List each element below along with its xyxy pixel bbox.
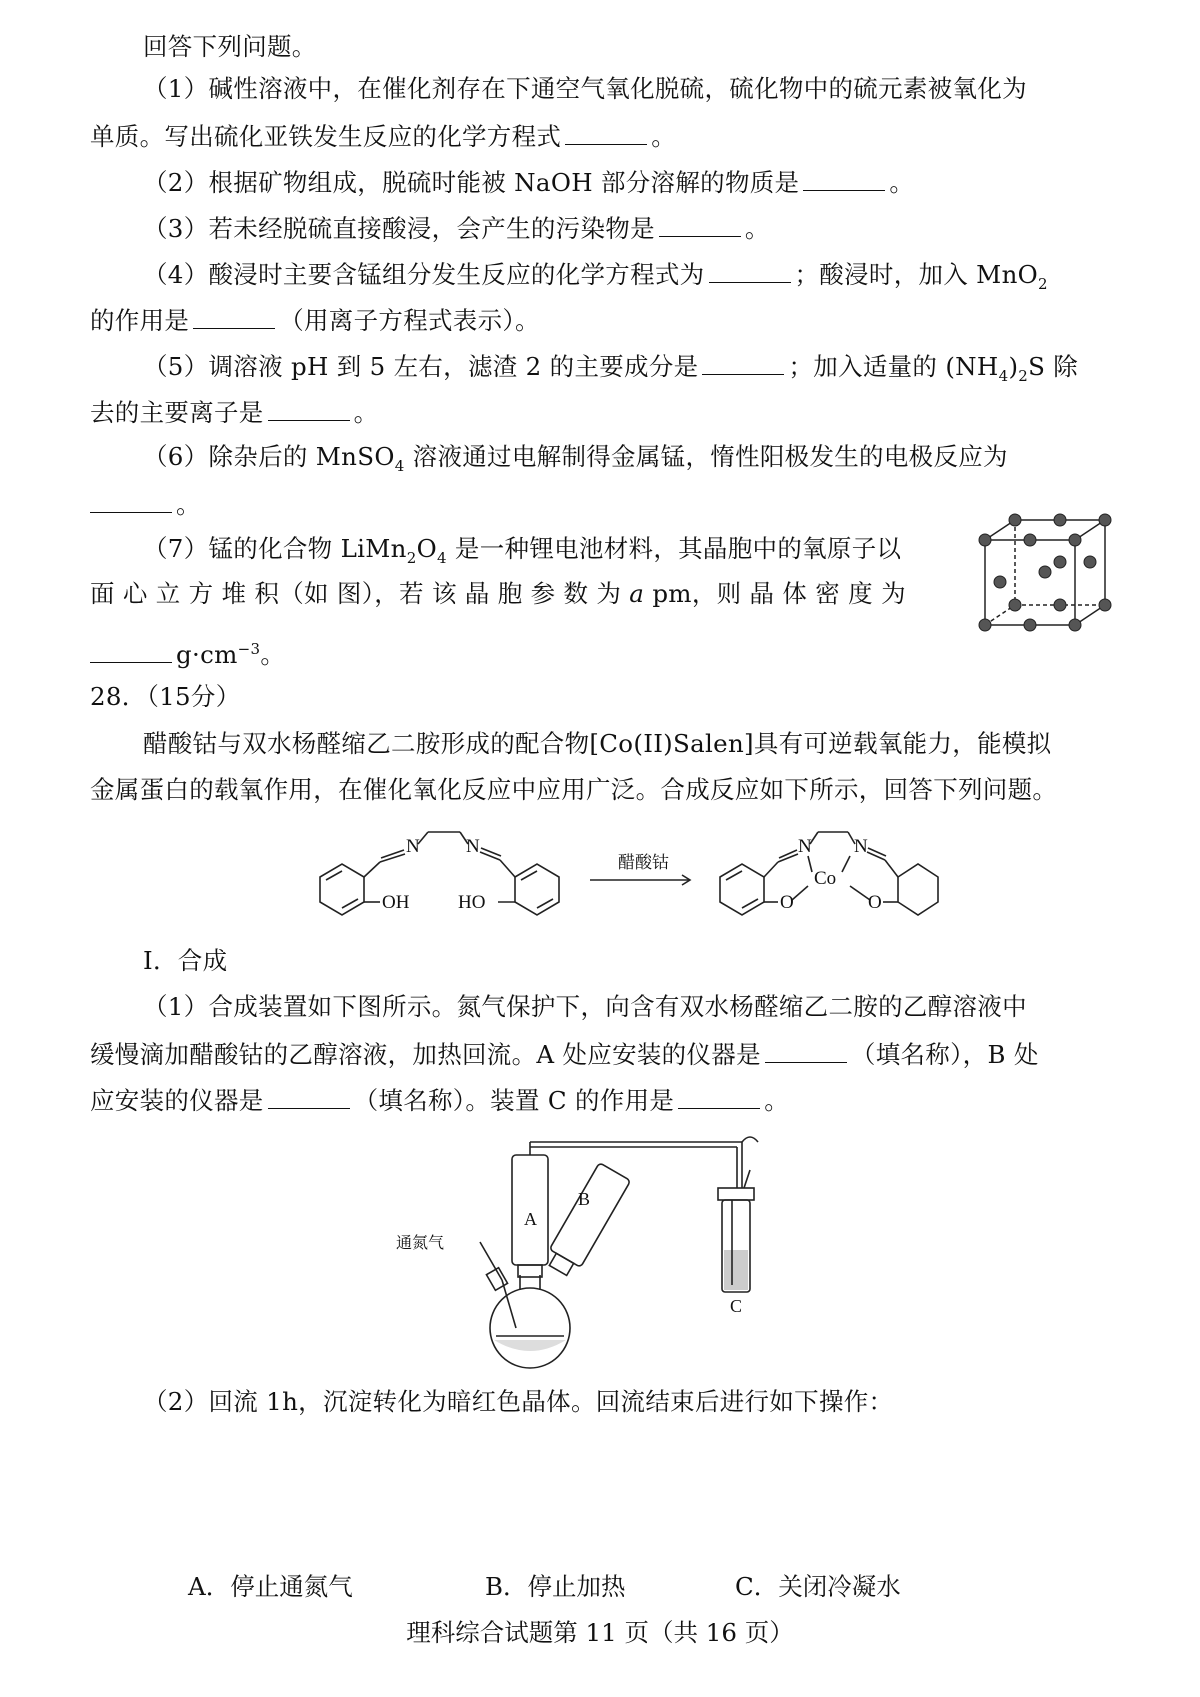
label-b: B bbox=[578, 1189, 591, 1209]
answer-blank bbox=[702, 348, 784, 375]
q28-p2-line: （2）回流 1h，沉淀转化为暗红色晶体。回流结束后进行如下操作： bbox=[143, 1387, 894, 1416]
intro-line: 回答下列问题。 bbox=[143, 32, 317, 61]
left-ho: HO bbox=[458, 892, 486, 913]
q27-p5-mid3: S 除 bbox=[1028, 352, 1079, 381]
q27-p1-text: 单质。写出硫化亚铁发生反应的化学方程式 bbox=[90, 122, 562, 151]
q27-p3-text: （3）若未经脱硫直接酸浸，会产生的污染物是 bbox=[143, 214, 655, 243]
option-b: B．停止加热 bbox=[485, 1572, 626, 1601]
option-a: A．停止通氮气 bbox=[188, 1572, 353, 1601]
q28-intro-line1: 醋酸钴与双水杨醛缩乙二胺形成的配合物[Co(II)Salen]具有可逆载氧能力，能模拟 bbox=[143, 729, 1052, 758]
q27-p4-line2 bbox=[90, 302, 540, 338]
label-a: A bbox=[524, 1209, 537, 1229]
q28-heading: 28．（15分） bbox=[90, 682, 241, 711]
q27-p7-text: （7）锰的化合物 LiMn bbox=[143, 534, 407, 563]
q28-p1-line3 bbox=[90, 1082, 789, 1118]
q27-p1-line1: （1）碱性溶液中，在催化剂存在下通空气氧化脱硫，硫化物中的硫元素被氧化为 bbox=[143, 74, 1027, 103]
q27-p7-line3 bbox=[90, 632, 285, 672]
q27-p5-line1 bbox=[143, 348, 1078, 393]
q27-p7-text3: 面 心 立 方 堆 积（如 图），若 该 晶 胞 参 数 为 bbox=[90, 579, 622, 608]
punct: 。 bbox=[764, 1086, 789, 1115]
q27-p6-line2 bbox=[90, 486, 201, 522]
q27-p2-line bbox=[143, 164, 914, 200]
answer-blank bbox=[803, 164, 885, 191]
punct: 。 bbox=[889, 168, 915, 197]
left-oh: OH bbox=[382, 892, 410, 913]
q27-p4-line1 bbox=[143, 256, 1048, 301]
punct: 。 bbox=[176, 490, 201, 519]
q27-p7-text2: 是一种锂电池材料，其晶胞中的氧原子以 bbox=[446, 534, 902, 563]
subscript: 2 bbox=[406, 548, 417, 567]
subscript: 2 bbox=[1038, 274, 1048, 293]
superscript: −3 bbox=[237, 640, 261, 658]
q27-p7-mid: O bbox=[416, 534, 437, 563]
q27-p2-text: （2）根据矿物组成，脱硫时能被 NaOH 部分溶解的物质是 bbox=[143, 168, 800, 197]
subscript: 2 bbox=[1018, 366, 1029, 385]
answer-blank bbox=[565, 118, 647, 145]
answer-blank bbox=[268, 1082, 350, 1109]
q28-p1-text4: （填名称）。装置 C 的作用是 bbox=[353, 1086, 675, 1115]
label-nitrogen-inlet: 通氮气 bbox=[396, 1233, 445, 1252]
cobalt-atom: Co bbox=[814, 868, 837, 889]
q27-p6-text: （6）除杂后的 MnSO bbox=[143, 442, 395, 471]
q27-p5-line2 bbox=[90, 394, 378, 430]
q28-intro-line2: 金属蛋白的载氧作用，在催化氧化反应中应用广泛。合成反应如下所示，回答下列问题。 bbox=[90, 775, 1058, 804]
answer-blank bbox=[765, 1036, 847, 1063]
answer-blank bbox=[659, 210, 741, 237]
variable-a: a bbox=[629, 579, 645, 608]
punct: 。 bbox=[744, 214, 770, 243]
q28-p1-line1: （1）合成装置如下图所示。氮气保护下，向含有双水杨醛缩乙二胺的乙醇溶液中 bbox=[143, 992, 1027, 1021]
q27-p4-mid: ；酸浸时，加入 MnO bbox=[794, 260, 1039, 289]
subscript: 4 bbox=[394, 456, 405, 475]
answer-blank bbox=[90, 486, 172, 513]
q27-p4-text2: 的作用是 bbox=[90, 306, 190, 335]
q27-p5-mid2: ) bbox=[1008, 352, 1019, 381]
punct: 。 bbox=[651, 122, 677, 151]
answer-blank bbox=[90, 636, 172, 663]
answer-blank bbox=[709, 256, 791, 283]
option-c: C．关闭冷凝水 bbox=[735, 1572, 901, 1601]
subscript: 4 bbox=[436, 548, 447, 567]
q27-p5-mid: ；加入适量的 (NH bbox=[788, 352, 999, 381]
q28-p1-line2 bbox=[90, 1036, 1039, 1072]
q27-p7-line1 bbox=[143, 532, 901, 575]
q27-p6-text2: 溶液通过电解制得金属锰，惰性阳极发生的电极反应为 bbox=[404, 442, 1008, 471]
answer-blank bbox=[268, 394, 350, 421]
q27-p4-end: （用离子方程式表示）。 bbox=[279, 306, 540, 335]
unit: g·cm bbox=[176, 640, 238, 670]
product-o-left: O bbox=[780, 892, 794, 913]
q27-p6-line1 bbox=[143, 440, 1008, 483]
atom-n-left: N bbox=[406, 836, 420, 857]
q28-p1-text3: 应安装的仪器是 bbox=[90, 1086, 264, 1115]
label-c: C bbox=[730, 1296, 743, 1316]
answer-blank bbox=[193, 302, 275, 329]
page-footer: 理科综合试题第 11 页（共 16 页） bbox=[406, 1618, 794, 1647]
q27-p7-text4: pm，则 晶 体 密 度 为 bbox=[652, 579, 906, 608]
reflux-apparatus-figure bbox=[396, 1130, 840, 1370]
product-n-right: N bbox=[854, 836, 868, 857]
reagent-label: 醋酸钴 bbox=[618, 853, 669, 873]
q27-p3-line bbox=[143, 210, 770, 246]
answer-blank bbox=[678, 1082, 760, 1109]
q28-p1-text2: （填名称），B 处 bbox=[850, 1040, 1039, 1069]
q28-p1-text: 缓慢滴加醋酸钴的乙醇溶液，加热回流。A 处应安装的仪器是 bbox=[90, 1040, 761, 1069]
punct: 。 bbox=[260, 640, 286, 670]
punct: 。 bbox=[353, 398, 379, 427]
q27-p4-text: （4）酸浸时主要含锰组分发生反应的化学方程式为 bbox=[143, 260, 705, 289]
section-synthesis: I．合成 bbox=[143, 946, 228, 975]
q27-p5-text: （5）调溶液 pH 到 5 左右，滤渣 2 的主要成分是 bbox=[143, 352, 699, 381]
subscript: 4 bbox=[998, 366, 1009, 385]
product-o-right: O bbox=[868, 892, 882, 913]
q27-p5-text2: 去的主要离子是 bbox=[90, 398, 264, 427]
synthesis-reaction-scheme bbox=[300, 822, 920, 932]
fcc-unit-cell-figure bbox=[975, 515, 1115, 635]
atom-n-right: N bbox=[466, 836, 480, 857]
product-n-left: N bbox=[798, 836, 812, 857]
q27-p7-line2 bbox=[90, 577, 906, 611]
q27-p1-line2 bbox=[90, 118, 676, 154]
